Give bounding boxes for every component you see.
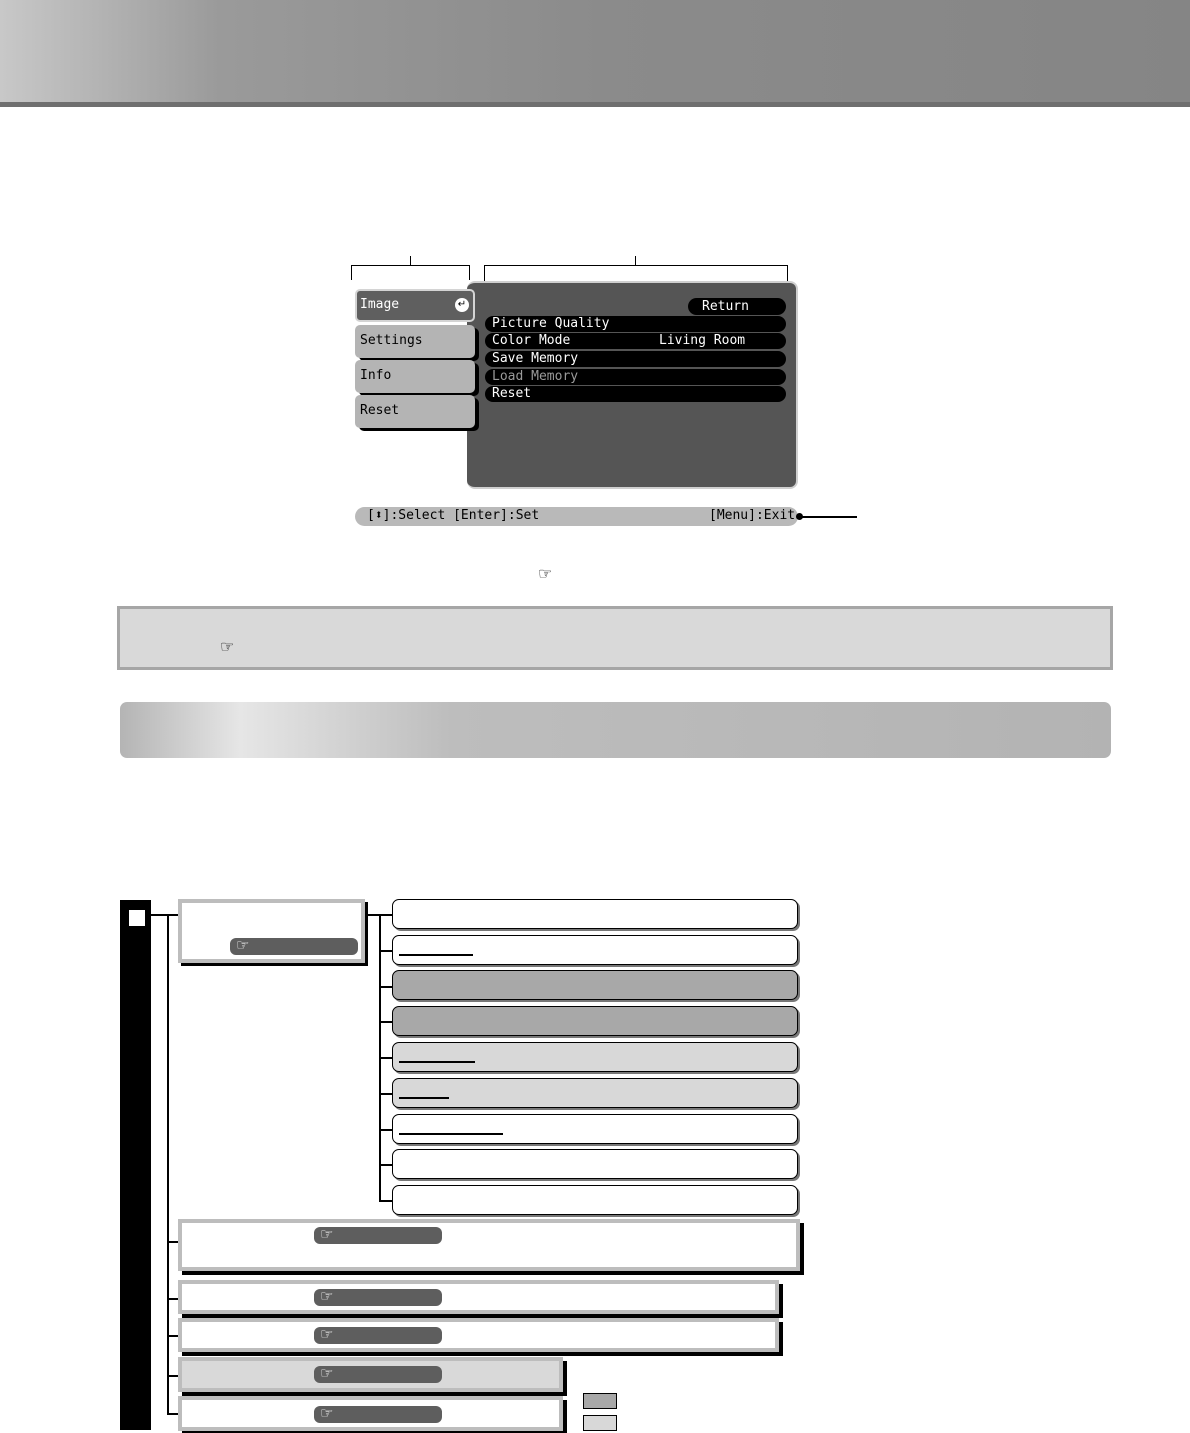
tree-connector [365, 914, 380, 916]
reference-pill [314, 1406, 442, 1423]
menu-tab-label: Settings [360, 333, 423, 348]
statusbar-right-text: [Menu]:Exit [709, 508, 796, 523]
tree-connector [379, 1129, 393, 1131]
tree-connector [379, 914, 393, 916]
tree-leaf-underline [399, 1061, 475, 1063]
pointing-hand-icon: ☞ [320, 1226, 334, 1243]
submenu-item-picture-quality[interactable] [485, 316, 786, 332]
submenu-item-label: Color Mode [492, 333, 571, 348]
submenu-item-label: Load Memory [492, 369, 579, 384]
menu-tab-image[interactable] [355, 289, 475, 322]
menu-tab-info[interactable] [355, 360, 475, 393]
top-menu-bracket [351, 265, 470, 280]
menu-tab-reset[interactable] [355, 395, 475, 428]
tree-node-image [178, 899, 365, 963]
tree-leaf-underline [399, 1097, 449, 1099]
enter-return-icon: ↵ [455, 298, 469, 312]
pointing-hand-icon: ☞ [320, 1365, 334, 1382]
tree-leaf [392, 935, 798, 965]
tree-node-settings [178, 1219, 800, 1271]
tree-leaf [392, 1185, 798, 1215]
tree-bullet-square [129, 910, 145, 926]
tree-node-group [178, 1318, 779, 1352]
tree-leaf [392, 1042, 798, 1072]
reference-pill [314, 1227, 442, 1244]
tree-connector [379, 1200, 393, 1202]
submenu-item-save-memory[interactable] [485, 351, 786, 367]
section-heading-bar [120, 702, 1111, 758]
submenu-item-reset[interactable] [485, 386, 786, 402]
callout-line [802, 516, 857, 518]
return-button[interactable] [688, 298, 786, 315]
reference-pill [314, 1289, 442, 1306]
note-box [117, 606, 1113, 670]
legend-swatch-dark [583, 1393, 617, 1409]
tree-connector [379, 1093, 393, 1095]
pointing-hand-icon: ☞ [320, 1288, 334, 1305]
tree-connector [379, 1057, 393, 1059]
submenu-item-label: Save Memory [492, 351, 579, 366]
submenu-item-color-mode[interactable] [485, 333, 786, 349]
tree-connector [379, 1164, 393, 1166]
tree-leaf [392, 1114, 798, 1144]
statusbar-left-text: [⬍]:Select [Enter]:Set [367, 508, 540, 523]
pointing-hand-icon: ☞ [320, 1326, 334, 1343]
tree-node-group [178, 1396, 563, 1431]
guide-statusbar [355, 507, 798, 526]
tree-leaf-underline [399, 1133, 503, 1135]
menu-tab-label: Reset [360, 403, 400, 418]
tree-leaf [392, 899, 798, 929]
menu-tab-label: Info [360, 368, 392, 383]
pointing-hand-icon: ☞ [236, 937, 250, 954]
tree-leaf [392, 970, 798, 1000]
tree-leaf [392, 1006, 798, 1036]
tree-leaf [392, 1078, 798, 1108]
tree-leaf [392, 1149, 798, 1179]
menu-tree-spine [120, 900, 151, 1430]
tree-node-group [178, 1280, 779, 1314]
menu-tab-label: Image [360, 297, 400, 312]
pointing-hand-icon: ☞ [320, 1405, 334, 1422]
reference-pill [314, 1327, 442, 1344]
chapter-banner [0, 0, 1190, 107]
tree-connector [151, 914, 179, 916]
submenu-item-label: Reset [492, 386, 532, 401]
menu-tab-settings[interactable] [355, 325, 475, 358]
reference-pill [230, 938, 358, 955]
tree-node-group [178, 1357, 563, 1392]
return-label: Return [702, 299, 749, 314]
legend-swatch-light [583, 1415, 617, 1431]
tree-connector [379, 1021, 393, 1023]
submenu-item-load-memory [485, 369, 786, 385]
tree-leaf-underline [399, 954, 473, 956]
reference-pill [314, 1366, 442, 1383]
submenu-item-label: Picture Quality [492, 316, 610, 331]
pointing-hand-icon: ☞ [538, 566, 553, 583]
submenu-item-value: Living Room [659, 333, 746, 348]
pointing-hand-icon: ☞ [220, 639, 235, 656]
tree-connector [379, 986, 393, 988]
tree-connector [167, 914, 169, 1414]
tree-connector [379, 950, 393, 952]
